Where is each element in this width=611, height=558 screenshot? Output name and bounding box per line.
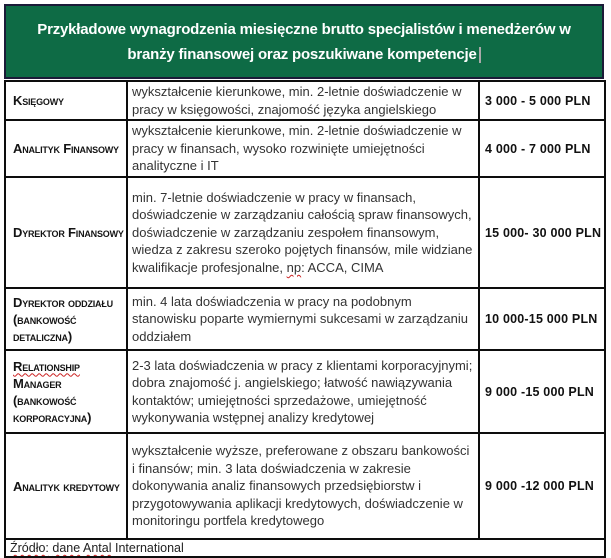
title-line-1: Przykładowe wynagrodzenia miesięczne brutto specjalistów i menedżerów w [37,20,571,38]
salary-range-cell [479,288,605,350]
table-row [5,288,605,350]
misspelled-text-segment: np [286,259,302,275]
misspelled-text-segment: Relationship [13,358,80,374]
requirements-cell [127,81,479,120]
salary-range-cell [479,177,605,288]
position-title-cell [5,81,127,120]
text-segment: 2-3 lata doświadczenia w pracy z klientami korporacyjnymi; dobra znajomość j. angielskiego; łatwość nawiązywania kontaktów; umiejętności sprzedażowe, umiejętność wykonywania wstępnej analizy kredytowej [132,357,473,425]
text-segment: wykształcenie kierunkowe, min. 2-letnie doświadczenie w pracy w księgowości, znajomość języka angielskiego [132,84,462,117]
source-section [5,539,605,557]
position-title-cell [5,288,127,350]
text-segment: 4 000 - 7 000 PLN [485,141,591,156]
text-segment: International [111,541,184,555]
table-row [5,120,605,177]
table-row [5,81,605,120]
table-row [5,177,605,288]
salary-table-body [5,81,605,539]
text-segment: 9 000 -12 000 PLN [485,479,595,493]
text-segment: 15 000- 30 000 PLN [485,225,602,240]
misspelled-text-segment: dane [52,541,81,555]
title-line-2-text: branży finansowej oraz poszukiwane kompetencje [127,45,477,63]
text-cursor-caret [479,47,481,63]
salary-range-cell [479,433,605,539]
position-title-cell [5,350,127,433]
text-segment: Księgowy [13,93,64,108]
source-cell [5,539,605,557]
position-title-cell [5,433,127,539]
text-segment: : ACCA, CIMA [301,259,384,275]
text-segment: min. 4 lata doświadczenia w pracy na podobnym stanowisku poparte wymiernymi sukcesami w zarządzaniu oddziałem [132,293,468,344]
salary-range-cell [479,81,605,120]
salary-range-cell [479,120,605,177]
requirements-cell [127,177,479,288]
source-row [5,539,605,557]
requirements-cell [127,433,479,539]
salary-range-cell [479,350,605,433]
text-segment: wykształcenie kierunkowe, min. 2-letnie doświadczenie w pracy w finansach, wysoko rozwinięte umiejętności analityczne i IT [132,123,462,174]
text-segment: Analityk kredytowy [13,478,120,494]
misspelled-text-segment: Źródło: [10,541,49,555]
text-segment: Manager (bankowość korporacyjna) [13,375,92,425]
text-segment: 3 000 - 5 000 PLN [485,93,591,108]
text-segment: Dyrektor Finansowy [13,225,124,240]
position-title-cell [5,120,127,177]
title-line-2 [127,42,480,67]
requirements-cell [127,288,479,350]
text-segment: wykształcenie wyższe, preferowane z obszaru bankowości i finansów; min. 3 lata doświadczenia w zakresie dokonywania analiz finansowych przedsiębiorstw i przygotowywania aplikacji kredytowych, doświadczenie w monitoringu portfela kredytowego [132,443,470,529]
text-segment: 9 000 -15 000 PLN [485,384,595,399]
text-segment: 10 000-15 000 PLN [485,312,598,326]
text-segment: min. 7-letnie doświadczenie w pracy w finansach, doświadczenie w zarządzaniu całością spraw finansowych, doświadczenie w zarządzaniu zespołem finansowym, wiedza z zakresu szeroko pojętych finansów, mile widziane kwalifikacje profesjonalne, [132,189,473,275]
table-title-banner[interactable] [4,4,604,79]
misspelled-text-segment: Antal [83,541,112,555]
position-title-cell [5,177,127,288]
requirements-cell [127,350,479,433]
table-row [5,350,605,433]
text-segment: Analityk Finansowy [13,141,119,156]
salary-table [4,80,606,558]
text-segment: Dyrektor oddziału (bankowość detaliczna) [13,294,113,344]
table-row [5,433,605,539]
requirements-cell [127,120,479,177]
document-page [4,4,604,558]
